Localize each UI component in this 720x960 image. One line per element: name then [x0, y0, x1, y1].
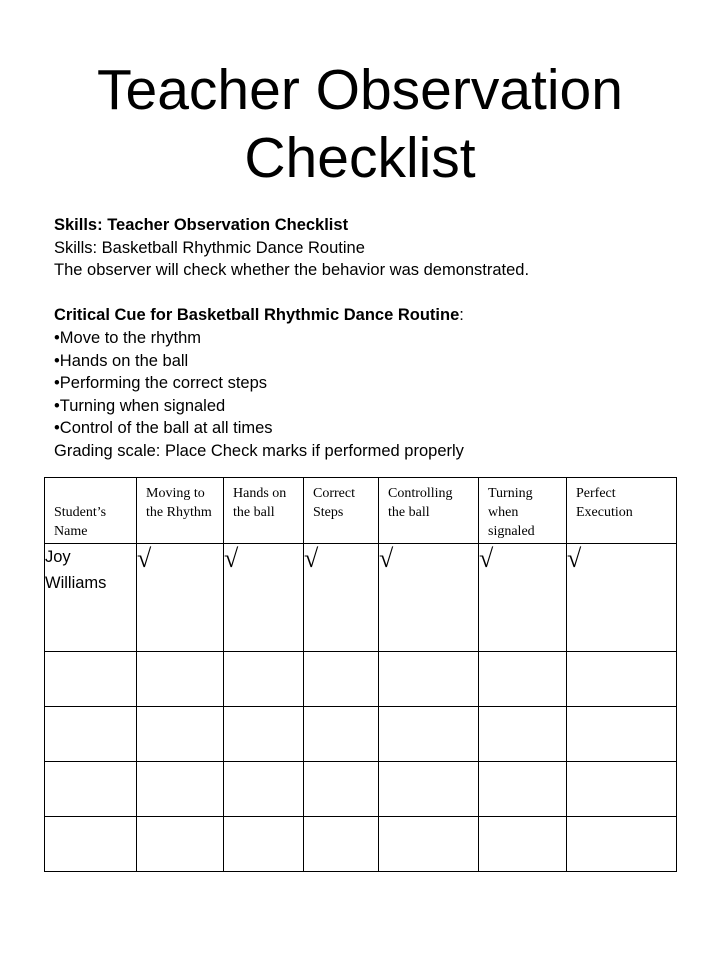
check-mark-cell: √ — [479, 544, 567, 652]
table-row-empty — [45, 652, 677, 707]
check-mark-cell: √ — [304, 544, 379, 652]
empty-cell — [379, 652, 479, 707]
grading-scale: Grading scale: Place Check marks if performed properly — [54, 441, 464, 460]
cue-heading-colon: : — [459, 306, 464, 325]
check-mark-cell: √ — [379, 544, 479, 652]
empty-cell — [137, 707, 224, 762]
empty-cell — [45, 762, 137, 817]
table-row-empty — [45, 762, 677, 817]
empty-cell — [567, 707, 677, 762]
page-title: Teacher Observation Checklist — [97, 58, 623, 190]
empty-cell — [304, 762, 379, 817]
column-header-hands-on-ball: Hands on the ball — [224, 478, 304, 544]
column-header-controlling-ball: Controlling the ball — [379, 478, 479, 544]
spacer — [54, 282, 674, 305]
empty-cell — [45, 817, 137, 872]
empty-cell — [137, 817, 224, 872]
empty-cell — [379, 707, 479, 762]
empty-cell — [379, 817, 479, 872]
cue-heading: Critical Cue for Basketball Rhythmic Dance Routine — [54, 306, 460, 325]
empty-cell — [479, 652, 567, 707]
check-mark-cell: √ — [567, 544, 677, 652]
empty-cell — [479, 817, 567, 872]
check-mark-cell: √ — [224, 544, 304, 652]
empty-cell — [224, 762, 304, 817]
empty-cell — [567, 762, 677, 817]
student-first-name: Joy — [45, 548, 71, 566]
skills-heading: Skills: Teacher Observation Checklist — [54, 216, 349, 234]
cue-heading-line — [54, 304, 674, 327]
column-header-correct-steps: Correct Steps — [304, 478, 379, 544]
cue-item: • Turning when signaled — [54, 395, 674, 418]
observer-line: The observer will check whether the behavior was demonstrated. — [54, 261, 530, 280]
table-row-empty — [45, 817, 677, 872]
column-header-student-name: Student’s Name — [45, 478, 137, 544]
empty-cell — [304, 652, 379, 707]
instructions-block — [54, 214, 674, 463]
empty-cell — [304, 817, 379, 872]
column-header-moving-to-rhythm: Moving to the Rhythm — [137, 478, 224, 544]
table-row-empty — [45, 707, 677, 762]
cue-item: • Control of the ball at all times — [54, 417, 674, 440]
table-row — [45, 544, 677, 652]
empty-cell — [479, 762, 567, 817]
empty-cell — [45, 652, 137, 707]
empty-cell — [224, 652, 304, 707]
empty-cell — [137, 652, 224, 707]
check-mark-cell: √ — [137, 544, 224, 652]
empty-cell — [479, 707, 567, 762]
empty-cell — [304, 707, 379, 762]
column-header-turning-when-signaled: Turning when signaled — [479, 478, 567, 544]
empty-cell — [379, 762, 479, 817]
empty-cell — [224, 707, 304, 762]
cue-item: • Hands on the ball — [54, 350, 674, 373]
student-name-cell — [45, 544, 137, 652]
cue-item: • Performing the correct steps — [54, 372, 674, 395]
observation-table — [44, 477, 677, 872]
column-header-perfect-execution: Perfect Execution — [567, 478, 677, 544]
empty-cell — [567, 817, 677, 872]
table-header-row — [45, 478, 677, 544]
skills-line: Skills: Basketball Rhythmic Dance Routine — [54, 238, 365, 257]
empty-cell — [45, 707, 137, 762]
empty-cell — [567, 652, 677, 707]
cue-item: • Move to the rhythm — [54, 327, 674, 350]
student-last-name: Williams — [45, 574, 107, 592]
empty-cell — [224, 817, 304, 872]
empty-cell — [137, 762, 224, 817]
